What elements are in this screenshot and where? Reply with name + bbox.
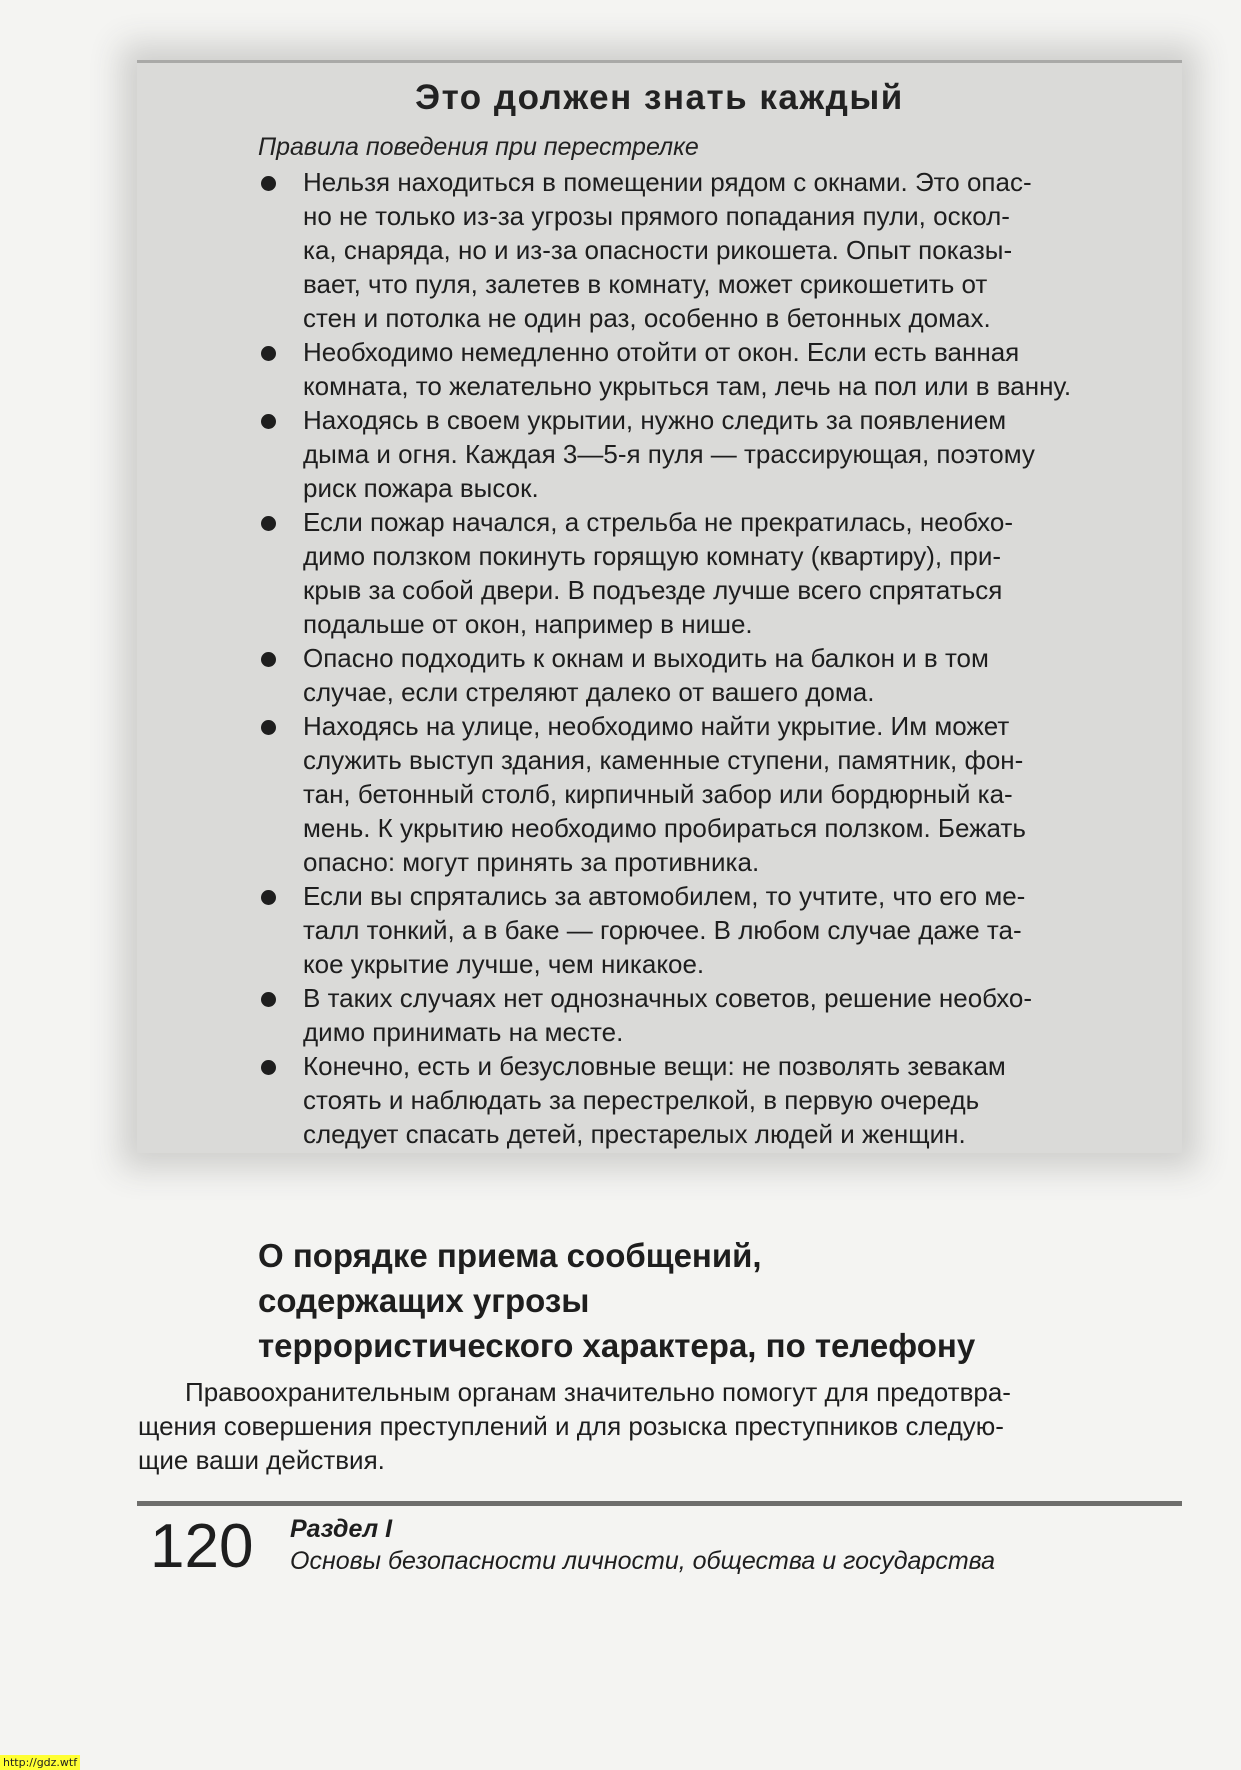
- section-title-line: террористического характера, по телефону: [258, 1327, 976, 1364]
- rule-item: [258, 981, 1180, 1049]
- rule-line: димо принимать на месте.: [303, 1017, 624, 1047]
- rule-line: но не только из-за угрозы прямого попадания пули, оскол-: [303, 201, 1010, 231]
- footer-section-label: Раздел I: [290, 1515, 393, 1543]
- bullet-icon: [261, 414, 276, 429]
- rule-line: Опасно подходить к окнам и выходить на балкон и в том: [303, 643, 989, 673]
- section-title: [258, 1233, 1178, 1368]
- rule-line: вает, что пуля, залетев в комнату, может срикошетить от: [303, 269, 988, 299]
- rule-item: [258, 335, 1180, 403]
- rule-line: мень. К укрытию необходимо пробираться ползком. Бежать: [303, 813, 1026, 843]
- rule-item: [258, 641, 1180, 709]
- bullet-icon: [261, 720, 276, 735]
- rule-line: кое укрытие лучше, чем никакое.: [303, 949, 705, 979]
- rule-item: [258, 1049, 1180, 1151]
- rule-line: крыв за собой двери. В подъезде лучше всего спрятаться: [303, 575, 1003, 605]
- paragraph-line: щения совершения преступлений и для розыска преступников следую-: [138, 1411, 1004, 1441]
- section-title-line: содержащих угрозы: [258, 1282, 590, 1319]
- rule-line: подальше от окон, например в нише.: [303, 609, 753, 639]
- watermark-link[interactable]: http://gdz.wtf: [0, 1755, 80, 1770]
- rule-line: стоять и наблюдать за перестрелкой, в первую очередь: [303, 1085, 980, 1115]
- rule-line: Если вы спрятались за автомобилем, то учтите, что его ме-: [303, 881, 1026, 911]
- bullet-icon: [261, 516, 276, 531]
- section-paragraph: [138, 1375, 1178, 1477]
- rule-item: [258, 505, 1180, 641]
- footer-subtitle: Основы безопасности личности, общества и государства: [290, 1547, 996, 1575]
- rule-line: стен и потолка не один раз, особенно в бетонных домах.: [303, 303, 991, 333]
- rule-line: дыма и огня. Каждая 3—5-я пуля — трассирующая, поэтому: [303, 439, 1035, 469]
- rules-list: [258, 165, 1180, 1151]
- info-box-subtitle: Правила поведения при перестрелке: [258, 133, 699, 161]
- paragraph-line: щие ваши действия.: [138, 1445, 385, 1475]
- rule-item: [258, 165, 1180, 335]
- rule-line: Нельзя находиться в помещении рядом с окнами. Это опас-: [303, 167, 1032, 197]
- rule-line: Необходимо немедленно отойти от окон. Если есть ванная: [303, 337, 1020, 367]
- rule-line: В таких случаях нет однозначных советов, решение необхо-: [303, 983, 1033, 1013]
- bullet-icon: [261, 346, 276, 361]
- rule-line: Находясь в своем укрытии, нужно следить за появлением: [303, 405, 1007, 435]
- rule-line: Находясь на улице, необходимо найти укрытие. Им может: [303, 711, 1010, 741]
- rule-line: талл тонкий, а в баке — горючее. В любом случае даже та-: [303, 915, 1022, 945]
- footer-divider: [137, 1501, 1182, 1506]
- rule-item: [258, 879, 1180, 981]
- info-box-title: Это должен знать каждый: [415, 78, 904, 117]
- rule-line: случае, если стреляют далеко от вашего дома.: [303, 677, 875, 707]
- page-number: 120: [150, 1512, 254, 1581]
- bullet-icon: [261, 992, 276, 1007]
- rule-line: служить выступ здания, каменные ступени, памятник, фон-: [303, 745, 1024, 775]
- rule-line: опасно: могут принять за противника.: [303, 847, 760, 877]
- rule-line: комната, то желательно укрыться там, лечь на пол или в ванну.: [303, 371, 1072, 401]
- paragraph-line: Правоохранительным органам значительно помогут для предотвра-: [185, 1377, 1011, 1407]
- rule-line: димо ползком покинуть горящую комнату (квартиру), при-: [303, 541, 1002, 571]
- rule-line: ка, снаряда, но и из-за опасности рикошета. Опыт показы-: [303, 235, 1013, 265]
- rule-line: следует спасать детей, престарелых людей и женщин.: [303, 1119, 966, 1149]
- rule-line: тан, бетонный столб, кирпичный забор или бордюрный ка-: [303, 779, 1013, 809]
- bullet-icon: [261, 1060, 276, 1075]
- bullet-icon: [261, 176, 276, 191]
- bullet-icon: [261, 890, 276, 905]
- rule-item: [258, 709, 1180, 879]
- rule-line: риск пожара высок.: [303, 473, 539, 503]
- rule-line: Конечно, есть и безусловные вещи: не позволять зевакам: [303, 1051, 1006, 1081]
- section-title-line: О порядке приема сообщений,: [258, 1237, 762, 1274]
- bullet-icon: [261, 652, 276, 667]
- rule-line: Если пожар начался, а стрельба не прекратилась, необхо-: [303, 507, 1013, 537]
- rule-item: [258, 403, 1180, 505]
